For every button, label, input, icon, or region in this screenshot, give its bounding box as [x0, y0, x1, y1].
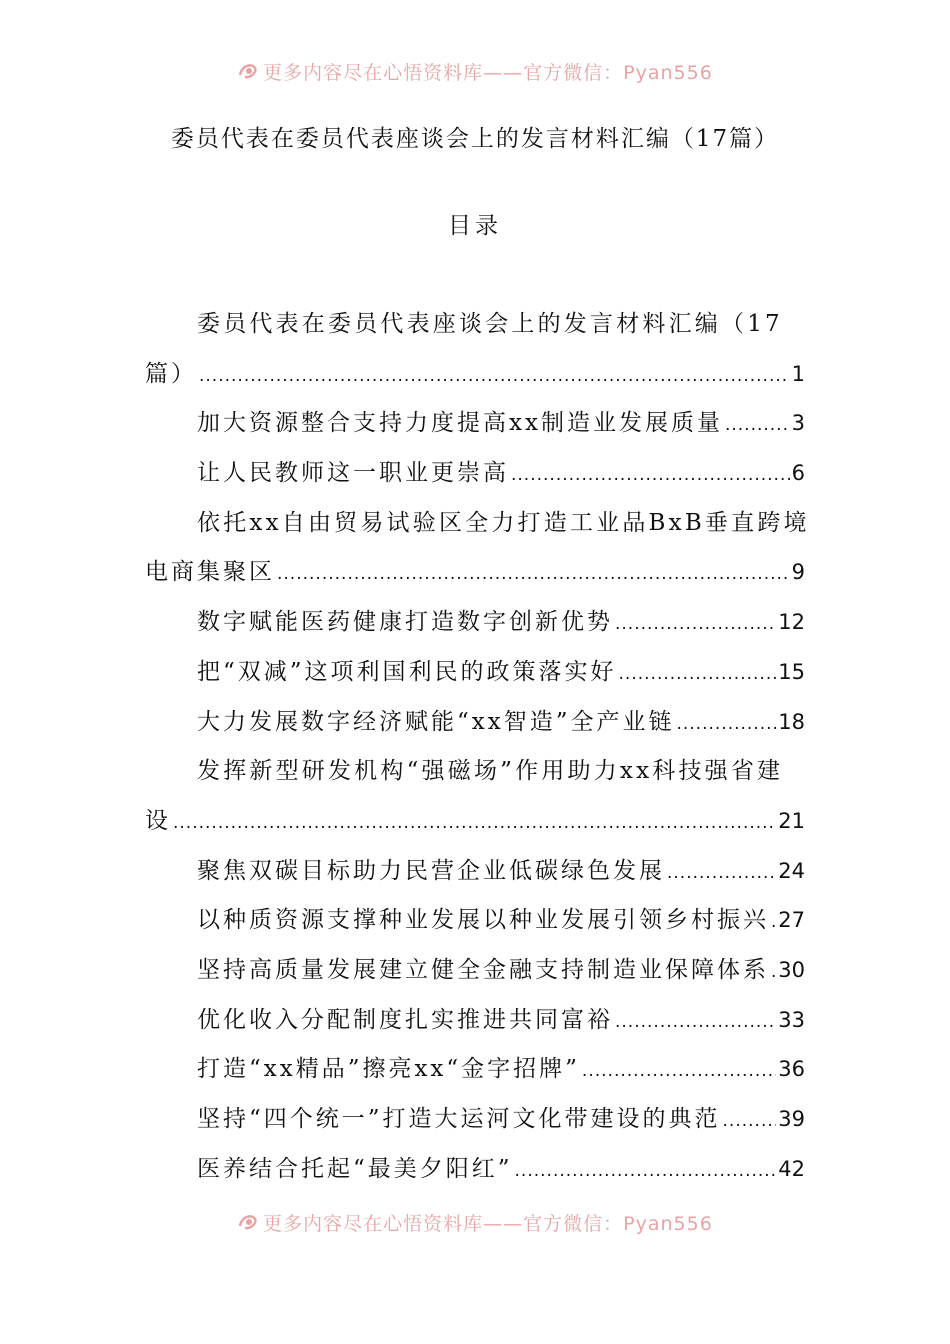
toc-entry-title: 让人民教师这一职业更崇高 [197, 460, 509, 487]
toc-entry-title: 医养结合托起“最美夕阳红” [197, 1155, 513, 1182]
toc-leader-dots [725, 401, 790, 451]
toc-leader-dots [619, 650, 777, 700]
toc-entry-line [145, 847, 805, 897]
toc-leader-dots [771, 898, 776, 948]
document-title: 委员代表在委员代表座谈会上的发言材料汇编（17篇） [170, 126, 780, 152]
toc-leader-dots [515, 1147, 777, 1197]
toc-entry-line [145, 1045, 805, 1095]
toc-entry-line [145, 499, 810, 549]
toc-entry-page: 27 [778, 908, 805, 933]
toc-entry-page: 24 [778, 858, 805, 883]
toc-entry-title-cont: 电商集聚区 [145, 559, 275, 586]
watermark-logo-icon [237, 1211, 259, 1233]
toc-entry-title: 聚焦双碳目标助力民营企业低碳绿色发展 [197, 857, 665, 884]
toc-entry[interactable] [145, 747, 805, 846]
watermark-text: 更多内容尽在心悟资料库——官方微信：Pyan556 [263, 61, 713, 84]
toc-entry-line [145, 946, 805, 996]
toc-entry-line [145, 548, 805, 598]
toc-entry-page: 9 [791, 560, 805, 585]
toc-entry-line [145, 449, 805, 499]
toc-entry[interactable] [145, 1095, 805, 1145]
toc-entry-title: 坚持“四个统一”打造大运河文化带建设的典范 [197, 1106, 721, 1132]
toc-entry-title: 把“双减”这项利国利民的政策落实好 [197, 658, 617, 685]
toc-entry-page: 6 [791, 461, 805, 486]
toc-heading: 目录 [448, 213, 502, 239]
toc-leader-dots [615, 600, 776, 650]
toc-entry[interactable] [145, 996, 805, 1046]
watermark-text: 更多内容尽在心悟资料库——官方微信：Pyan556 [263, 1212, 713, 1235]
toc-entry-title: 数字赋能医药健康打造数字创新优势 [197, 609, 613, 636]
toc-entry-page: 3 [791, 411, 805, 436]
toc-entry[interactable] [145, 1045, 805, 1095]
toc-leader-dots [615, 998, 776, 1048]
toc-entry-line [145, 399, 805, 449]
toc-leader-dots [199, 352, 790, 402]
toc-entry-title: 依托xx自由贸易试验区全力打造工业品BxB垂直跨境 [197, 509, 810, 536]
toc-entry-line [145, 996, 805, 1046]
toc-entry-title: 委员代表在委员代表座谈会上的发言材料汇编（17 [197, 311, 783, 337]
toc-entry[interactable] [145, 499, 810, 598]
toc-entry-line [145, 747, 805, 797]
toc-entry-page: 15 [778, 659, 805, 684]
toc-entry[interactable] [145, 698, 805, 748]
toc-leader-dots [676, 700, 776, 750]
toc-entry-page: 21 [778, 808, 805, 833]
watermark-bottom [0, 1208, 950, 1236]
toc-entry-line [145, 648, 805, 698]
toc-entry-title: 大力发展数字经济赋能“xx智造”全产业链 [197, 708, 675, 735]
toc-entry-title: 发挥新型研发机构“强磁场”作用助力xx科技强省建 [197, 758, 784, 785]
table-of-contents [145, 300, 810, 1194]
toc-entry[interactable] [145, 946, 805, 996]
toc-leader-dots [723, 1097, 777, 1147]
toc-leader-dots [667, 849, 776, 899]
toc-entry[interactable] [145, 399, 805, 449]
toc-leader-dots [582, 1047, 776, 1097]
toc-entry-page: 30 [778, 957, 805, 982]
toc-entry-line [145, 1145, 805, 1195]
toc-entry-line [145, 350, 805, 400]
toc-entry-title-cont: 篇） [145, 360, 197, 387]
toc-entry-title: 加大资源整合支持力度提高xx制造业发展质量 [197, 410, 723, 437]
toc-leader-dots [277, 550, 790, 600]
toc-entry[interactable] [145, 847, 805, 897]
toc-leader-dots [771, 948, 776, 998]
toc-entry-title: 优化收入分配制度扎实推进共同富裕 [197, 1006, 613, 1033]
toc-entry-line [145, 598, 805, 648]
toc-entry-title: 打造“xx精品”擦亮xx“金字招牌” [197, 1056, 580, 1083]
watermark-top [0, 57, 950, 85]
toc-entry[interactable] [145, 598, 805, 648]
toc-entry-page: 39 [778, 1107, 805, 1131]
toc-leader-dots [173, 799, 776, 849]
toc-entry-page: 12 [778, 610, 805, 635]
toc-entry-line [145, 698, 805, 748]
toc-entry-title: 坚持高质量发展建立健全金融支持制造业保障体系 [197, 956, 769, 983]
toc-entry[interactable] [145, 896, 805, 946]
toc-entry[interactable] [145, 449, 805, 499]
toc-leader-dots [511, 451, 790, 501]
watermark-logo-icon [237, 60, 259, 82]
toc-entry-title-cont: 设 [145, 807, 171, 834]
toc-entry[interactable] [145, 1145, 805, 1195]
toc-entry-line [145, 797, 805, 847]
toc-entry[interactable] [145, 300, 805, 399]
toc-entry-title: 以种质资源支撑种业发展以种业发展引领乡村振兴 [197, 907, 769, 934]
toc-entry-page: 33 [778, 1007, 805, 1032]
toc-entry-page: 18 [778, 709, 805, 734]
toc-entry-line [145, 896, 805, 946]
toc-entry-line [145, 1095, 805, 1145]
toc-entry-line [145, 300, 805, 350]
toc-entry-page: 1 [791, 361, 805, 386]
toc-entry[interactable] [145, 648, 805, 698]
toc-entry-page: 36 [778, 1057, 805, 1082]
toc-entry-page: 42 [778, 1156, 805, 1181]
